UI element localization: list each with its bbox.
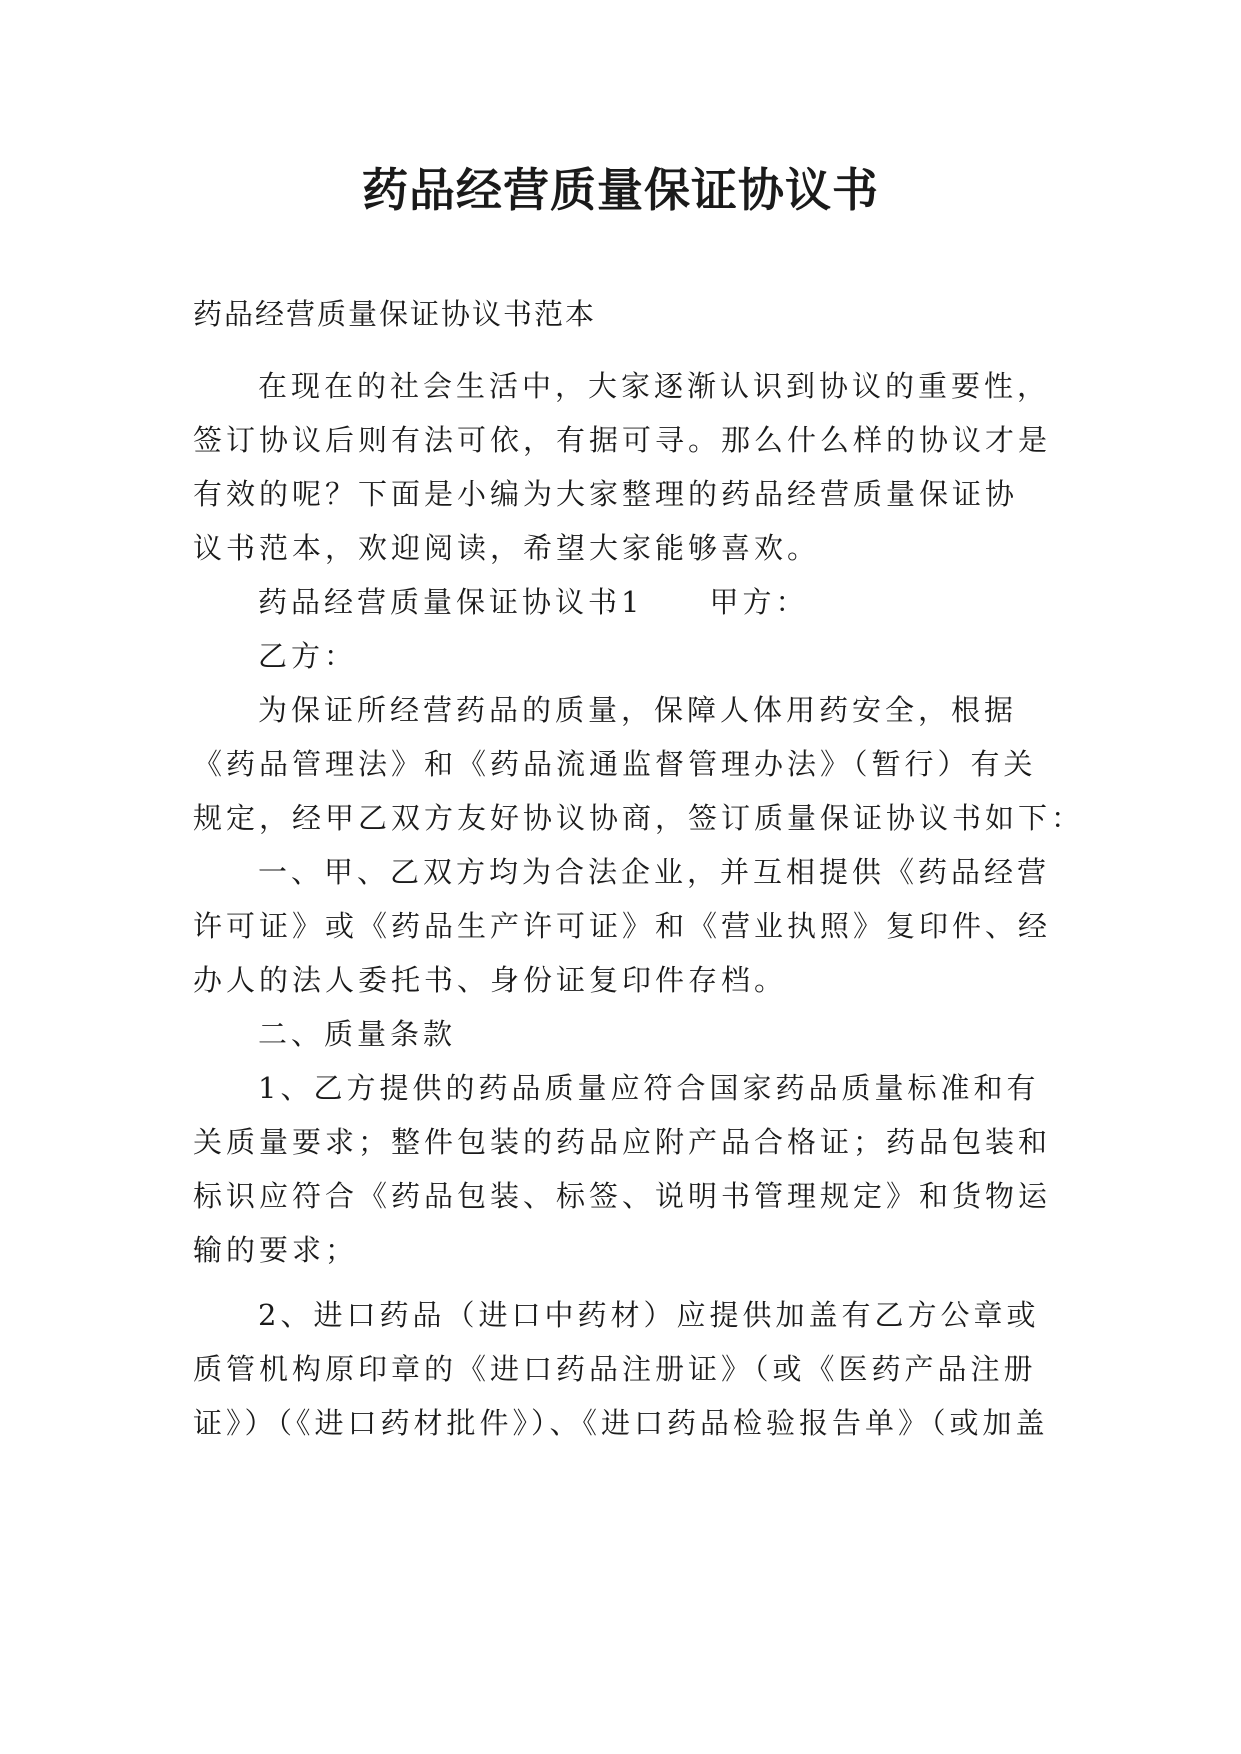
paragraph-line: 《药品管理法》和《药品流通监督管理办法》（暂行）有关 [193,747,1037,781]
section-heading: 二、质量条款 [258,1017,457,1051]
paragraph-line: 办人的法人委托书、身份证复印件存档。 [193,963,788,997]
paragraph-line: 质管机构原印章的《进口药品注册证》（或《医药产品注册 [193,1352,1037,1386]
paragraph-line: 药品经营质量保证协议书1 甲方： [258,585,809,619]
paragraph-line: 标识应符合《药品包装、标签、说明书管理规定》和货物运 [193,1179,1052,1213]
paragraph-line: 签订协议后则有法可依，有据可寻。那么什么样的协议才是 [193,423,1052,457]
document-title: 药品经营质量保证协议书 [362,163,879,217]
paragraph-line: 许可证》或《药品生产许可证》和《营业执照》复印件、经 [193,909,1052,943]
paragraph-line: 关质量要求；整件包装的药品应附产品合格证；药品包装和 [193,1125,1052,1159]
paragraph-line: 一、甲、乙双方均为合法企业，并互相提供《药品经营 [258,855,1051,889]
paragraph-line: 为保证所经营药品的质量，保障人体用药安全，根据 [258,693,1018,727]
paragraph-line: 2、进口药品（进口中药材）应提供加盖有乙方公章或 [258,1298,1040,1332]
paragraph-line: 乙方： [258,639,358,673]
paragraph-line: 证》）（《进口药材批件》）、《进口药品检验报告单》（或加盖 [193,1406,1049,1440]
paragraph-line: 有效的呢？下面是小编为大家整理的药品经营质量保证协 [193,477,1019,511]
paragraph-line: 在现在的社会生活中，大家逐渐认识到协议的重要性， [258,369,1051,403]
paragraph-line: 议书范本，欢迎阅读，希望大家能够喜欢。 [193,531,821,565]
paragraph-line: 规定，经甲乙双方友好协议协商，签订质量保证协议书如下： [193,801,1085,835]
paragraph-line: 1、乙方提供的药品质量应符合国家药品质量标准和有 [258,1071,1040,1105]
document-subtitle: 药品经营质量保证协议书范本 [193,297,597,331]
paragraph-line: 输的要求； [193,1233,359,1267]
